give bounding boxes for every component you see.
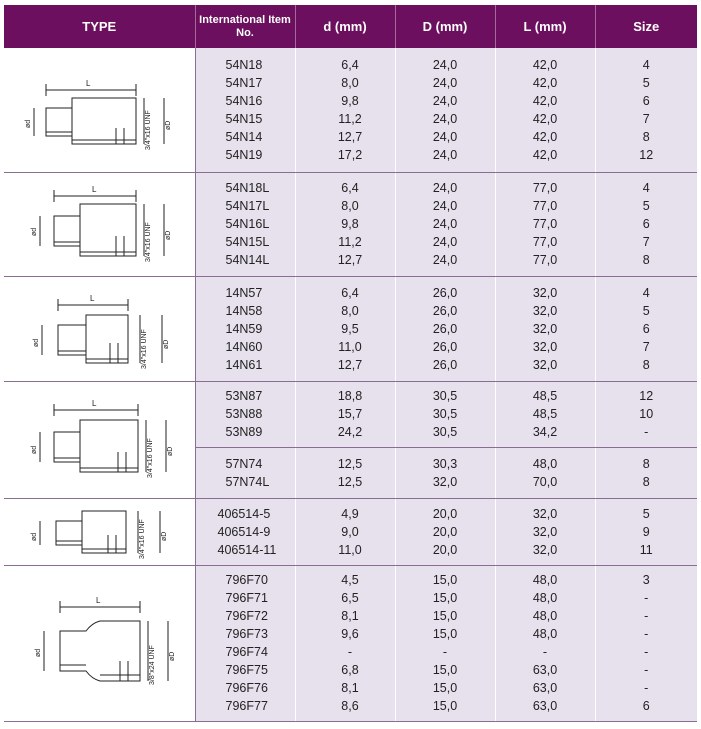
size-value: 6: [642, 93, 650, 108]
item-cell: [195, 276, 295, 381]
D-value: 15,0: [432, 699, 458, 713]
item-number: 796F71: [225, 591, 268, 605]
type-drawing-4: [4, 381, 195, 498]
L-cell: [495, 565, 595, 721]
drawing-label-L: L: [92, 185, 97, 194]
size-value: 6: [642, 699, 650, 713]
D-value: 24,0: [432, 181, 458, 195]
L-value: 63,0: [532, 663, 558, 677]
item-number: 53N87: [225, 389, 263, 403]
item-number: 54N15: [225, 111, 263, 126]
L-value: 63,0: [532, 681, 558, 695]
D-value: -: [442, 645, 448, 659]
size-cell: [595, 565, 697, 721]
type-drawing-1: [4, 48, 195, 172]
drawing-label-thread: 3/4"x16 UNF: [145, 222, 153, 262]
D-value: 24,0: [432, 57, 458, 72]
L-value: 63,0: [532, 699, 558, 713]
d-value: 8,0: [341, 75, 359, 90]
D-cell: [395, 498, 495, 565]
size-value: 10: [639, 407, 654, 421]
d-value: 6,5: [341, 591, 359, 605]
L-value: 32,0: [532, 321, 558, 336]
item-number: 54N14: [225, 129, 263, 144]
item-number: 53N89: [225, 425, 263, 439]
size-value: 7: [642, 111, 650, 126]
size-value: 5: [642, 75, 650, 90]
group-row-6: [4, 498, 697, 565]
d-cell: [295, 498, 395, 565]
D-value: 15,0: [432, 627, 458, 641]
D-value: 24,0: [432, 199, 458, 213]
item-number: 54N17L: [225, 199, 270, 213]
L-value: 48,0: [532, 573, 558, 587]
size-value: -: [644, 663, 649, 677]
product-table: [4, 5, 697, 722]
item-number: 54N16L: [225, 217, 270, 231]
type-drawing-2: [4, 172, 195, 276]
item-number: 796F70: [225, 573, 268, 587]
D-value: 24,0: [432, 253, 458, 267]
group-row-7: [4, 565, 697, 721]
L-value: 48,0: [532, 591, 558, 605]
item-number: 796F75: [225, 663, 268, 677]
item-cell: [195, 48, 295, 172]
drawing-label-L: L: [92, 398, 97, 408]
D-value: 15,0: [432, 681, 458, 695]
size-value: 11: [639, 542, 653, 557]
size-value: 5: [642, 303, 650, 318]
group-row-3: [4, 276, 697, 381]
item-number: 54N18: [225, 57, 263, 72]
drawing-label-D: øD: [167, 446, 175, 456]
D-value: 30,5: [432, 425, 458, 439]
item-number: 796F74: [225, 645, 268, 659]
d-cell: [295, 565, 395, 721]
D-cell: [395, 276, 495, 381]
ferrule-wide-drawing-icon: [24, 388, 174, 492]
item-number: 14N60: [225, 339, 263, 354]
item-number: 54N18L: [225, 181, 270, 195]
L-value: 77,0: [532, 181, 558, 195]
drawing-label-L: L: [90, 293, 95, 303]
size-value: 12: [639, 389, 654, 403]
group-row-4: [4, 381, 697, 447]
d-value: 6,4: [341, 57, 359, 72]
L-value: 32,0: [532, 303, 558, 318]
size-value: 8: [642, 456, 650, 471]
item-number: 406514-11: [217, 542, 277, 557]
L-cell: [495, 381, 595, 447]
L-value: 32,0: [532, 506, 558, 521]
item-number: 14N58: [225, 303, 263, 318]
drawing-label-thread: 3/8"x24 UNF: [149, 645, 157, 685]
d-cell: [295, 276, 395, 381]
header-item: International Item No.: [195, 5, 295, 48]
L-cell: [495, 172, 595, 276]
drawing-label-L: L: [96, 596, 101, 605]
size-value: 4: [642, 285, 650, 300]
d-value: 9,8: [341, 217, 359, 231]
size-cell: [595, 48, 697, 172]
drawing-label-thread: 3/4"x16 UNF: [139, 518, 147, 559]
L-value: 77,0: [532, 199, 558, 213]
size-value: 5: [642, 506, 650, 521]
size-value: 7: [642, 235, 650, 249]
item-number: 57N74: [225, 456, 263, 471]
item-cell: [195, 447, 295, 498]
D-value: 15,0: [432, 609, 458, 623]
D-value: 20,0: [432, 542, 458, 557]
L-value: 42,0: [532, 129, 558, 144]
item-number: 54N14L: [225, 253, 270, 267]
d-value: 9,5: [341, 321, 359, 336]
item-number: 796F72: [225, 609, 268, 623]
drawing-label-thread: 3/4"x16 UNF: [145, 109, 153, 150]
d-value: 24,2: [337, 425, 363, 439]
size-value: 8: [642, 474, 650, 489]
item-number: 54N16: [225, 93, 263, 108]
item-number: 406514-9: [217, 524, 271, 539]
D-cell: [395, 447, 495, 498]
drawing-label-d: ød: [31, 445, 39, 454]
item-cell: [195, 498, 295, 565]
item-number: 54N15L: [225, 235, 270, 249]
size-value: 9: [642, 524, 650, 539]
item-number: 796F76: [225, 681, 268, 695]
L-value: 42,0: [532, 57, 558, 72]
size-value: -: [644, 609, 649, 623]
L-value: 48,0: [532, 609, 558, 623]
item-number: 14N61: [225, 357, 263, 372]
size-cell: [595, 381, 697, 447]
ferrule-short-drawing-icon: [24, 283, 174, 375]
L-value: 48,0: [532, 456, 558, 471]
size-value: -: [644, 425, 649, 439]
D-value: 15,0: [432, 573, 458, 587]
L-value: 77,0: [532, 217, 558, 231]
drawing-label-d: ød: [25, 119, 33, 128]
item-number: 406514-5: [217, 506, 271, 521]
d-value: 8,0: [341, 199, 359, 213]
drawing-label-D: øD: [165, 120, 173, 130]
d-value: 9,8: [341, 93, 359, 108]
drawing-label-D: øD: [165, 230, 173, 240]
d-value: 4,9: [341, 506, 359, 521]
product-table-wrapper: [4, 5, 697, 722]
item-cell: [195, 565, 295, 721]
size-value: 4: [642, 57, 650, 72]
D-value: 24,0: [432, 217, 458, 231]
drawing-label-D: øD: [169, 651, 177, 661]
d-value: 15,7: [337, 407, 363, 421]
D-value: 26,0: [432, 285, 458, 300]
drawing-label-d: ød: [33, 338, 41, 347]
header-d: d (mm): [295, 5, 395, 48]
size-value: 6: [642, 321, 650, 336]
header-row: [4, 5, 697, 48]
d-value: 12,5: [337, 456, 363, 471]
D-value: 24,0: [432, 93, 458, 108]
d-value: 6,8: [341, 663, 359, 677]
L-value: 32,0: [532, 285, 558, 300]
size-value: 8: [642, 253, 650, 267]
ferrule-fine-thread-drawing-icon: [24, 573, 177, 713]
D-cell: [395, 48, 495, 172]
group-row-1: [4, 48, 697, 172]
L-cell: [495, 276, 595, 381]
L-value: 48,5: [532, 389, 558, 403]
D-value: 24,0: [432, 111, 458, 126]
d-value: 8,0: [341, 303, 359, 318]
d-value: 11,0: [338, 339, 362, 354]
D-value: 20,0: [432, 506, 458, 521]
size-value: 6: [642, 217, 650, 231]
drawing-label-L: L: [86, 78, 91, 88]
L-cell: [495, 447, 595, 498]
d-value: 8,1: [341, 681, 359, 695]
d-cell: [295, 447, 395, 498]
D-value: 24,0: [432, 235, 458, 249]
type-drawing-5: [4, 498, 195, 565]
L-cell: [495, 498, 595, 565]
item-number: 53N88: [225, 407, 263, 421]
L-value: 32,0: [532, 542, 558, 557]
drawing-label-d: ød: [31, 532, 39, 541]
D-value: 26,0: [432, 303, 458, 318]
item-number: 57N74L: [225, 474, 270, 489]
size-value: -: [644, 645, 649, 659]
d-cell: [295, 48, 395, 172]
L-value: 34,2: [532, 425, 558, 439]
D-cell: [395, 172, 495, 276]
item-number: 14N59: [225, 321, 263, 336]
D-value: 15,0: [432, 663, 458, 677]
d-value: 9,6: [341, 627, 359, 641]
D-cell: [395, 381, 495, 447]
D-value: 15,0: [432, 591, 458, 605]
size-value: 7: [642, 339, 650, 354]
L-value: 70,0: [532, 474, 558, 489]
header-size: Size: [595, 5, 697, 48]
L-value: 42,0: [532, 147, 558, 162]
size-value: -: [644, 591, 649, 605]
D-value: 20,0: [432, 524, 458, 539]
size-value: 8: [642, 129, 650, 144]
L-value: 77,0: [532, 253, 558, 267]
drawing-label-thread: 3/4"x16 UNF: [141, 328, 149, 369]
size-value: -: [644, 627, 649, 641]
d-value: 8,6: [341, 699, 359, 713]
d-value: 9,0: [341, 524, 359, 539]
L-value: -: [542, 645, 548, 659]
header-D: D (mm): [395, 5, 495, 48]
size-value: 3: [642, 573, 650, 587]
size-cell: [595, 276, 697, 381]
item-cell: [195, 172, 295, 276]
size-cell: [595, 498, 697, 565]
d-value: 8,1: [341, 609, 359, 623]
d-value: 6,4: [341, 181, 359, 195]
d-value: 11,2: [338, 235, 362, 249]
L-value: 32,0: [532, 357, 558, 372]
size-value: -: [644, 681, 649, 695]
ferrule-small-drawing-icon: [24, 501, 174, 563]
item-cell: [195, 381, 295, 447]
L-value: 48,5: [532, 407, 558, 421]
size-cell: [595, 447, 697, 498]
drawing-label-d: ød: [31, 227, 39, 236]
ferrule-long-drawing-icon: [24, 178, 174, 270]
size-cell: [595, 172, 697, 276]
drawing-label-D: øD: [161, 531, 169, 541]
d-value: 11,2: [338, 111, 362, 126]
D-value: 30,5: [432, 407, 458, 421]
type-drawing-3: [4, 276, 195, 381]
d-value: 12,7: [337, 253, 363, 267]
d-value: 4,5: [341, 573, 359, 587]
header-L: L (mm): [495, 5, 595, 48]
L-value: 32,0: [532, 339, 558, 354]
item-number: 54N17: [225, 75, 263, 90]
drawing-label-D: øD: [163, 339, 171, 349]
d-value: 12,5: [337, 474, 363, 489]
d-value: -: [347, 645, 353, 659]
L-value: 48,0: [532, 627, 558, 641]
d-cell: [295, 172, 395, 276]
item-number: 796F73: [225, 627, 268, 641]
D-value: 24,0: [432, 129, 458, 144]
size-value: 12: [639, 147, 654, 162]
D-value: 32,0: [432, 474, 458, 489]
D-value: 26,0: [432, 321, 458, 336]
d-cell: [295, 381, 395, 447]
L-value: 32,0: [532, 524, 558, 539]
drawing-label-d: ød: [35, 648, 43, 657]
D-cell: [395, 565, 495, 721]
L-value: 42,0: [532, 111, 558, 126]
d-value: 17,2: [337, 147, 363, 162]
L-value: 77,0: [532, 235, 558, 249]
d-value: 6,4: [341, 285, 359, 300]
D-value: 30,3: [432, 456, 458, 471]
ferrule-drawing-icon: [24, 60, 174, 160]
d-value: 11,0: [338, 542, 362, 557]
size-value: 8: [642, 357, 650, 372]
D-value: 24,0: [432, 147, 458, 162]
L-cell: [495, 48, 595, 172]
d-value: 12,7: [337, 129, 363, 144]
item-number: 14N57: [225, 285, 263, 300]
drawing-label-thread: 3/4"x16 UNF: [147, 437, 155, 478]
D-value: 26,0: [432, 357, 458, 372]
item-number: 796F77: [225, 699, 268, 713]
L-value: 42,0: [532, 93, 558, 108]
d-value: 12,7: [337, 357, 363, 372]
header-type: TYPE: [4, 5, 195, 48]
size-value: 4: [642, 181, 650, 195]
type-drawing-6: [4, 565, 195, 721]
D-value: 30,5: [432, 389, 458, 403]
d-value: 18,8: [337, 389, 363, 403]
D-value: 26,0: [432, 339, 458, 354]
L-value: 42,0: [532, 75, 558, 90]
D-value: 24,0: [432, 75, 458, 90]
item-number: 54N19: [225, 147, 263, 162]
size-value: 5: [642, 199, 650, 213]
group-row-2: [4, 172, 697, 276]
